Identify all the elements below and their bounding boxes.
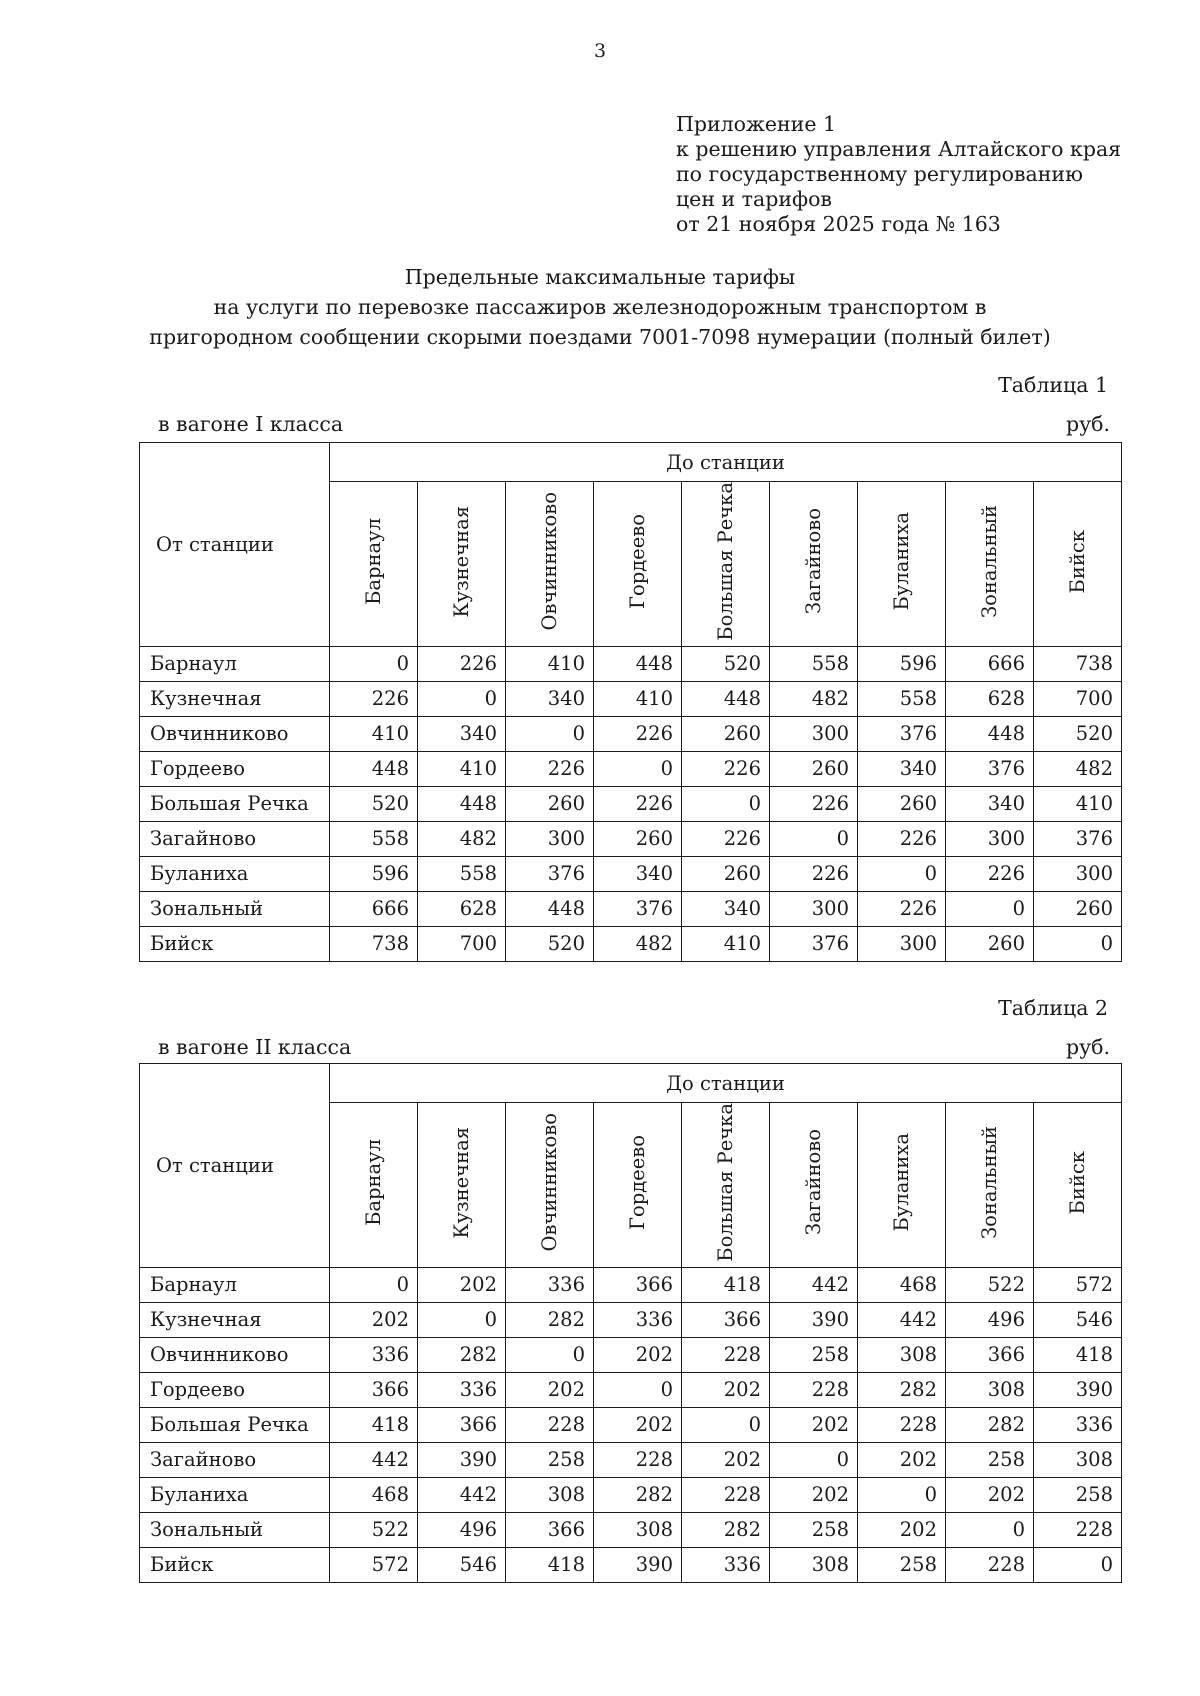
tariff-cell: 336 xyxy=(594,1302,682,1337)
title-line: на услуги по перевозке пассажиров железнодорожным транспортом в xyxy=(213,295,987,319)
table1-caption-row xyxy=(158,412,1110,436)
tariff-cell: 300 xyxy=(506,821,594,856)
tariff-cell: 260 xyxy=(594,821,682,856)
tariff-cell: 390 xyxy=(594,1547,682,1582)
tariff-cell: 202 xyxy=(682,1442,770,1477)
tariff-cell: 0 xyxy=(946,1512,1034,1547)
column-header-label: Овчинниково xyxy=(538,1113,561,1252)
column-header-label: Загайново xyxy=(802,508,825,615)
tariff-cell: 202 xyxy=(770,1477,858,1512)
tariff-cell: 260 xyxy=(770,751,858,786)
table-row xyxy=(140,1267,1122,1302)
tariff-cell: 0 xyxy=(770,1442,858,1477)
tariff-cell: 202 xyxy=(858,1442,946,1477)
tariff-cell: 202 xyxy=(506,1372,594,1407)
column-header-label: Бийск xyxy=(1066,529,1089,594)
appendix-line: цен и тарифов xyxy=(676,187,832,211)
tariff-cell: 282 xyxy=(418,1337,506,1372)
tariff-cell: 700 xyxy=(1034,681,1122,716)
tariff-cell: 572 xyxy=(330,1547,418,1582)
row-station-label: Загайново xyxy=(140,821,330,856)
table-row xyxy=(140,1442,1122,1477)
tariff-cell: 366 xyxy=(946,1337,1034,1372)
tariff-cell: 226 xyxy=(418,646,506,681)
row-station-label: Бийск xyxy=(140,1547,330,1582)
tariff-cell: 468 xyxy=(858,1267,946,1302)
row-station-label: Зональный xyxy=(140,891,330,926)
column-header xyxy=(330,1103,418,1268)
tariff-cell: 546 xyxy=(418,1547,506,1582)
column-header xyxy=(594,482,682,647)
tariff-cell: 390 xyxy=(770,1302,858,1337)
column-header-label: Большая Речка xyxy=(714,482,737,641)
tariff-cell: 390 xyxy=(418,1442,506,1477)
tariff-cell: 260 xyxy=(506,786,594,821)
tariff-cell: 410 xyxy=(330,716,418,751)
tariff-cell: 0 xyxy=(594,751,682,786)
row-station-label: Большая Речка xyxy=(140,786,330,821)
tariff-cell: 308 xyxy=(858,1337,946,1372)
tariff-cell: 258 xyxy=(770,1337,858,1372)
tariff-cell: 226 xyxy=(858,891,946,926)
row-station-label: Барнаул xyxy=(140,1267,330,1302)
tariff-cell: 0 xyxy=(946,891,1034,926)
tariff-cell: 226 xyxy=(594,716,682,751)
tariff-cell: 228 xyxy=(682,1337,770,1372)
column-header xyxy=(858,1103,946,1268)
tariff-cell: 282 xyxy=(682,1512,770,1547)
column-header-label: Кузнечная xyxy=(450,1126,473,1239)
table-row xyxy=(140,786,1122,821)
page-number: 3 xyxy=(593,40,607,62)
tariff-cell: 202 xyxy=(770,1407,858,1442)
tariff-cell: 418 xyxy=(682,1267,770,1302)
tariff-cell: 258 xyxy=(506,1442,594,1477)
tariff-cell: 558 xyxy=(858,681,946,716)
tariff-table-1 xyxy=(139,442,1122,962)
tariff-cell: 226 xyxy=(858,821,946,856)
column-header xyxy=(506,1103,594,1268)
column-header xyxy=(594,1103,682,1268)
tariff-cell: 376 xyxy=(594,891,682,926)
tariff-cell: 376 xyxy=(1034,821,1122,856)
tariff-cell: 482 xyxy=(1034,751,1122,786)
tariff-cell: 260 xyxy=(1034,891,1122,926)
tariff-cell: 0 xyxy=(506,1337,594,1372)
row-station-label: Гордеево xyxy=(140,751,330,786)
tariff-cell: 228 xyxy=(946,1547,1034,1582)
document-title xyxy=(0,262,1200,352)
tariff-cell: 300 xyxy=(770,891,858,926)
column-header-label: Гордеево xyxy=(626,1134,649,1230)
tariff-cell: 226 xyxy=(330,681,418,716)
column-header xyxy=(682,482,770,647)
table-row xyxy=(140,1372,1122,1407)
tariff-cell: 202 xyxy=(858,1512,946,1547)
tariff-cell: 340 xyxy=(682,891,770,926)
tariff-cell: 448 xyxy=(682,681,770,716)
tariff-cell: 376 xyxy=(858,716,946,751)
tariff-cell: 366 xyxy=(594,1267,682,1302)
column-header-label: Барнаул xyxy=(362,1138,385,1226)
tariff-cell: 410 xyxy=(594,681,682,716)
tariff-cell: 228 xyxy=(858,1407,946,1442)
tariff-cell: 572 xyxy=(1034,1267,1122,1302)
tariff-cell: 258 xyxy=(946,1442,1034,1477)
row-station-label: Буланиха xyxy=(140,1477,330,1512)
tariff-cell: 336 xyxy=(1034,1407,1122,1442)
tariff-cell: 666 xyxy=(330,891,418,926)
tariff-cell: 0 xyxy=(858,856,946,891)
tariff-cell: 0 xyxy=(330,646,418,681)
tariff-cell: 546 xyxy=(1034,1302,1122,1337)
tariff-cell: 308 xyxy=(770,1547,858,1582)
tariff-cell: 366 xyxy=(330,1372,418,1407)
table-row xyxy=(140,751,1122,786)
row-station-label: Зональный xyxy=(140,1512,330,1547)
tariff-cell: 0 xyxy=(506,716,594,751)
tariff-cell: 282 xyxy=(594,1477,682,1512)
tariff-cell: 448 xyxy=(330,751,418,786)
row-station-label: Кузнечная xyxy=(140,681,330,716)
table-row xyxy=(140,716,1122,751)
tariff-cell: 202 xyxy=(594,1337,682,1372)
tariff-cell: 448 xyxy=(506,891,594,926)
table2-label: Таблица 2 xyxy=(998,996,1108,1020)
tariff-cell: 228 xyxy=(1034,1512,1122,1547)
tariff-cell: 300 xyxy=(858,926,946,961)
row-station-label: Кузнечная xyxy=(140,1302,330,1337)
tariff-cell: 308 xyxy=(946,1372,1034,1407)
appendix-line: по государственному регулированию xyxy=(676,162,1083,186)
column-header-label: Барнаул xyxy=(362,517,385,605)
tariff-cell: 226 xyxy=(770,786,858,821)
table-row xyxy=(140,1337,1122,1372)
tariff-cell: 376 xyxy=(770,926,858,961)
tariff-cell: 340 xyxy=(946,786,1034,821)
column-header xyxy=(946,482,1034,647)
column-header-label: Загайново xyxy=(802,1129,825,1236)
tariff-cell: 442 xyxy=(418,1477,506,1512)
tariff-cell: 228 xyxy=(594,1442,682,1477)
tariff-cell: 228 xyxy=(682,1477,770,1512)
tariff-cell: 596 xyxy=(858,646,946,681)
row-station-label: Овчинниково xyxy=(140,716,330,751)
table-row xyxy=(140,1302,1122,1337)
tariff-cell: 0 xyxy=(1034,1547,1122,1582)
tariff-cell: 448 xyxy=(594,646,682,681)
column-header xyxy=(682,1103,770,1268)
tariff-cell: 376 xyxy=(506,856,594,891)
tariff-cell: 0 xyxy=(682,1407,770,1442)
table1-caption: в вагоне I класса xyxy=(158,412,344,436)
table-row xyxy=(140,1547,1122,1582)
tariff-cell: 738 xyxy=(1034,646,1122,681)
tariff-cell: 226 xyxy=(506,751,594,786)
tariff-cell: 522 xyxy=(330,1512,418,1547)
tariff-cell: 482 xyxy=(418,821,506,856)
tariff-cell: 482 xyxy=(594,926,682,961)
tariff-cell: 520 xyxy=(1034,716,1122,751)
tariff-cell: 628 xyxy=(946,681,1034,716)
row-station-label: Загайново xyxy=(140,1442,330,1477)
column-header xyxy=(418,482,506,647)
row-station-label: Гордеево xyxy=(140,1372,330,1407)
column-header xyxy=(418,1103,506,1268)
table-row xyxy=(140,856,1122,891)
tariff-cell: 336 xyxy=(330,1337,418,1372)
tariff-cell: 558 xyxy=(418,856,506,891)
column-header-label: Кузнечная xyxy=(450,505,473,618)
tariff-cell: 282 xyxy=(946,1407,1034,1442)
tariff-cell: 258 xyxy=(858,1547,946,1582)
tariff-cell: 666 xyxy=(946,646,1034,681)
column-header xyxy=(1034,482,1122,647)
tariff-cell: 418 xyxy=(1034,1337,1122,1372)
tariff-cell: 366 xyxy=(682,1302,770,1337)
row-station-label: Буланиха xyxy=(140,856,330,891)
tariff-table-2 xyxy=(139,1063,1122,1583)
tariff-cell: 410 xyxy=(1034,786,1122,821)
column-header xyxy=(770,482,858,647)
tariff-cell: 366 xyxy=(506,1512,594,1547)
tariff-cell: 520 xyxy=(682,646,770,681)
tariff-cell: 442 xyxy=(770,1267,858,1302)
table-row xyxy=(140,926,1122,961)
tariff-cell: 520 xyxy=(506,926,594,961)
row-station-label: Барнаул xyxy=(140,646,330,681)
tariff-cell: 226 xyxy=(682,821,770,856)
column-header-label: Буланиха xyxy=(890,1133,913,1232)
tariff-cell: 376 xyxy=(946,751,1034,786)
tariff-cell: 340 xyxy=(506,681,594,716)
column-header xyxy=(506,482,594,647)
tariff-cell: 0 xyxy=(682,786,770,821)
column-header-label: Большая Речка xyxy=(714,1103,737,1262)
tariff-cell: 308 xyxy=(506,1477,594,1512)
table-row xyxy=(140,646,1122,681)
tariff-cell: 202 xyxy=(418,1267,506,1302)
tariff-cell: 0 xyxy=(858,1477,946,1512)
tariff-cell: 418 xyxy=(506,1547,594,1582)
tariff-cell: 496 xyxy=(946,1302,1034,1337)
column-header-label: Зональный xyxy=(978,504,1001,618)
tariff-cell: 202 xyxy=(946,1477,1034,1512)
tariff-cell: 0 xyxy=(1034,926,1122,961)
tariff-cell: 596 xyxy=(330,856,418,891)
tariff-cell: 260 xyxy=(858,786,946,821)
tariff-cell: 336 xyxy=(506,1267,594,1302)
table-row xyxy=(140,681,1122,716)
table-row xyxy=(140,891,1122,926)
tariff-cell: 418 xyxy=(330,1407,418,1442)
tariff-cell: 390 xyxy=(1034,1372,1122,1407)
tariff-cell: 260 xyxy=(946,926,1034,961)
tariff-cell: 282 xyxy=(506,1302,594,1337)
row-station-label: Овчинниково xyxy=(140,1337,330,1372)
column-header xyxy=(946,1103,1034,1268)
column-header-label: Овчинниково xyxy=(538,492,561,631)
tariff-cell: 202 xyxy=(594,1407,682,1442)
tariff-cell: 228 xyxy=(770,1372,858,1407)
column-header-label: Гордеево xyxy=(626,513,649,609)
tariff-cell: 226 xyxy=(682,751,770,786)
tariff-cell: 448 xyxy=(946,716,1034,751)
tariff-cell: 522 xyxy=(946,1267,1034,1302)
column-header xyxy=(1034,1103,1122,1268)
destination-group-header: До станции xyxy=(330,1064,1122,1103)
tariff-cell: 300 xyxy=(946,821,1034,856)
tariff-cell: 340 xyxy=(418,716,506,751)
table-row xyxy=(140,1407,1122,1442)
title-line: Предельные максимальные тарифы xyxy=(404,265,796,289)
tariff-cell: 482 xyxy=(770,681,858,716)
tariff-cell: 340 xyxy=(858,751,946,786)
table1-unit: руб. xyxy=(1065,412,1110,436)
tariff-cell: 308 xyxy=(1034,1442,1122,1477)
tariff-cell: 308 xyxy=(594,1512,682,1547)
table2-caption: в вагоне II класса xyxy=(158,1035,352,1059)
tariff-cell: 366 xyxy=(418,1407,506,1442)
row-station-label: Бийск xyxy=(140,926,330,961)
appendix-line: к решению управления Алтайского края xyxy=(676,137,1122,161)
destination-group-header: До станции xyxy=(330,443,1122,482)
tariff-cell: 442 xyxy=(330,1442,418,1477)
appendix-line: Приложение 1 xyxy=(676,112,837,136)
tariff-cell: 520 xyxy=(330,786,418,821)
tariff-cell: 258 xyxy=(770,1512,858,1547)
column-header xyxy=(330,482,418,647)
tariff-cell: 410 xyxy=(682,926,770,961)
tariff-cell: 258 xyxy=(1034,1477,1122,1512)
tariff-cell: 202 xyxy=(682,1372,770,1407)
tariff-cell: 228 xyxy=(506,1407,594,1442)
title-line: пригородном сообщении скорыми поездами 7001-7098 нумерации (полный билет) xyxy=(149,325,1051,349)
tariff-cell: 336 xyxy=(418,1372,506,1407)
tariff-cell: 468 xyxy=(330,1477,418,1512)
tariff-cell: 558 xyxy=(770,646,858,681)
tariff-cell: 0 xyxy=(418,1302,506,1337)
tariff-cell: 448 xyxy=(418,786,506,821)
appendix-line: от 21 ноября 2025 года № 163 xyxy=(676,212,1001,236)
column-header-label: Зональный xyxy=(978,1125,1001,1239)
tariff-cell: 442 xyxy=(858,1302,946,1337)
tariff-cell: 226 xyxy=(594,786,682,821)
tariff-cell: 0 xyxy=(770,821,858,856)
tariff-cell: 260 xyxy=(682,716,770,751)
tariff-cell: 0 xyxy=(330,1267,418,1302)
tariff-cell: 410 xyxy=(418,751,506,786)
tariff-cell: 300 xyxy=(1034,856,1122,891)
tariff-cell: 700 xyxy=(418,926,506,961)
table2-unit: руб. xyxy=(1065,1035,1110,1059)
column-header-label: Бийск xyxy=(1066,1150,1089,1215)
tariff-cell: 628 xyxy=(418,891,506,926)
table-row xyxy=(140,1477,1122,1512)
tariff-cell: 226 xyxy=(946,856,1034,891)
appendix-block xyxy=(676,112,1121,237)
tariff-cell: 260 xyxy=(682,856,770,891)
tariff-cell: 282 xyxy=(858,1372,946,1407)
tariff-cell: 226 xyxy=(770,856,858,891)
tariff-cell: 496 xyxy=(418,1512,506,1547)
table2-caption-row xyxy=(158,1035,1110,1059)
tariff-cell: 300 xyxy=(770,716,858,751)
column-header xyxy=(770,1103,858,1268)
tariff-cell: 0 xyxy=(418,681,506,716)
column-header-label: Буланиха xyxy=(890,512,913,611)
tariff-cell: 410 xyxy=(506,646,594,681)
row-station-label: Большая Речка xyxy=(140,1407,330,1442)
tariff-cell: 202 xyxy=(330,1302,418,1337)
tariff-cell: 738 xyxy=(330,926,418,961)
corner-label: От станции xyxy=(140,443,330,647)
tariff-cell: 0 xyxy=(594,1372,682,1407)
tariff-cell: 340 xyxy=(594,856,682,891)
table1-label: Таблица 1 xyxy=(998,373,1108,397)
table-row xyxy=(140,821,1122,856)
table-row xyxy=(140,1512,1122,1547)
corner-label: От станции xyxy=(140,1064,330,1268)
column-header xyxy=(858,482,946,647)
tariff-cell: 336 xyxy=(682,1547,770,1582)
tariff-cell: 558 xyxy=(330,821,418,856)
